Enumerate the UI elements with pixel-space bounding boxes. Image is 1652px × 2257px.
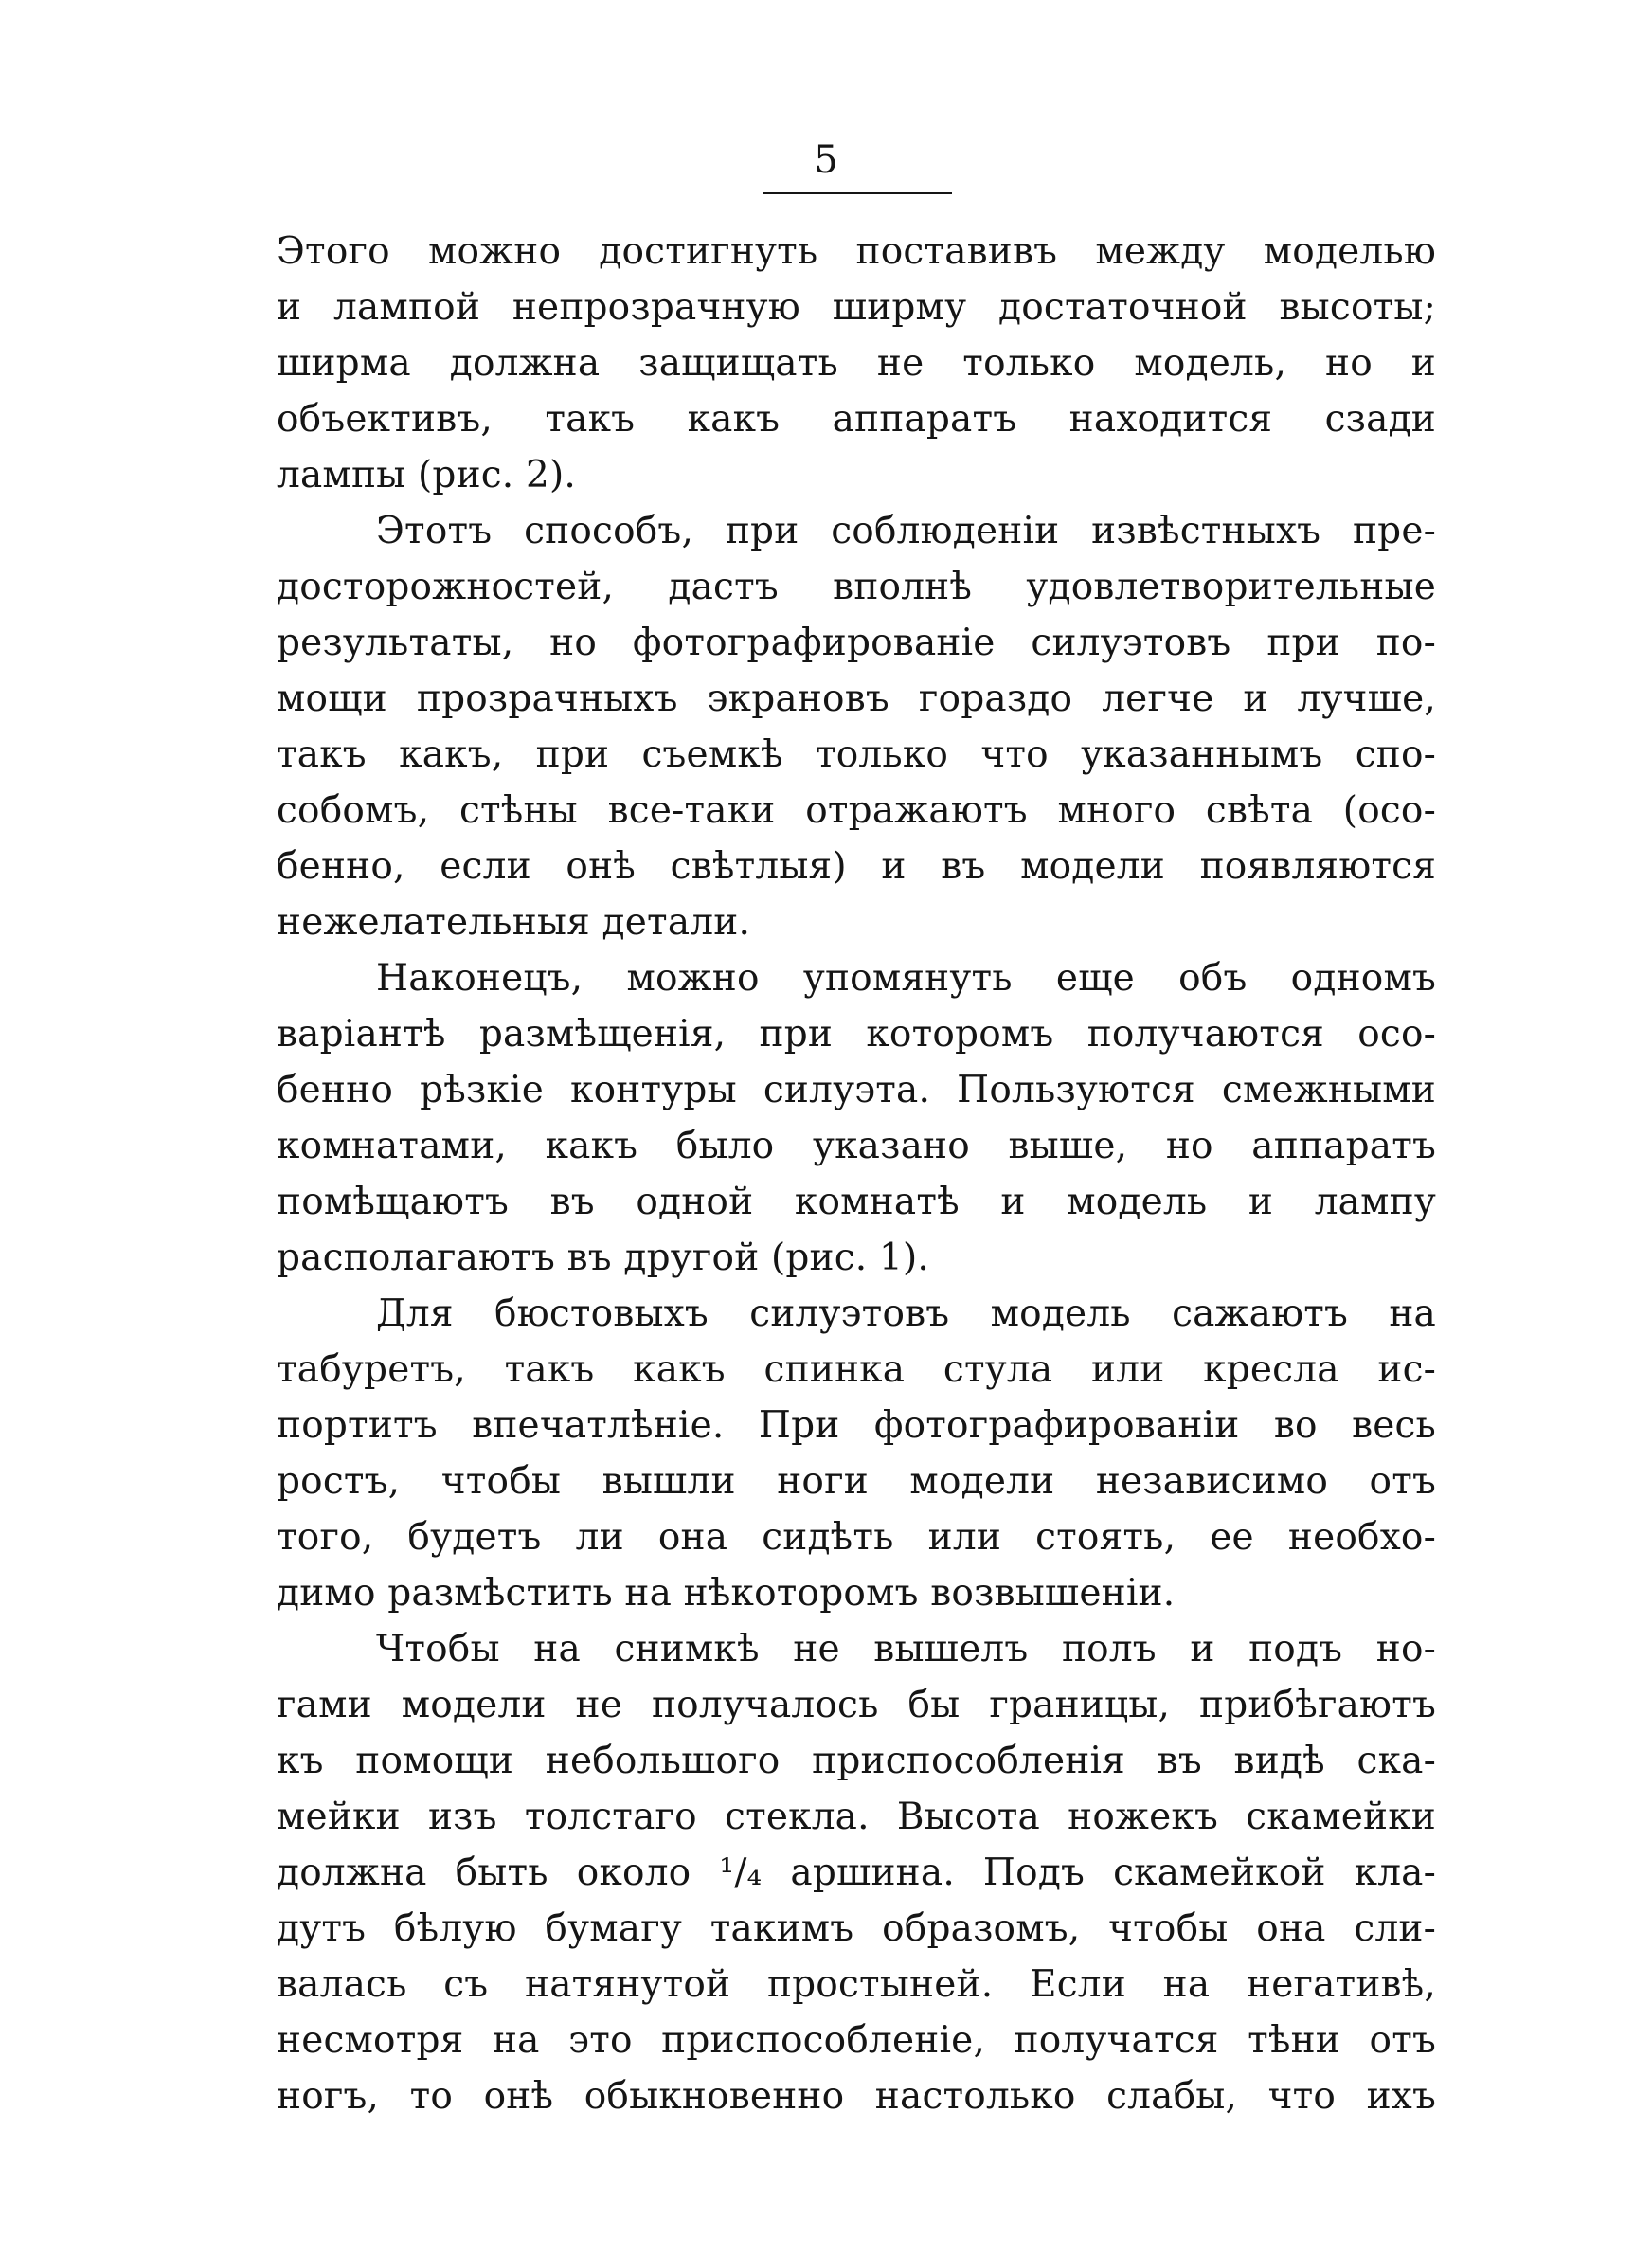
text-line: такъ какъ, при съемкѣ только что указаннымъ спо- <box>277 733 1436 776</box>
text-line: ростъ, чтобы вышли ноги модели независимо отъ <box>277 1460 1436 1503</box>
text-line: Чтобы на снимкѣ не вышелъ полъ и подъ но- <box>376 1628 1436 1670</box>
text-line: Этотъ способъ, при соблюденіи извѣстныхъ пре- <box>376 510 1436 552</box>
header-rule <box>763 192 952 194</box>
text-line: собомъ, стѣны все-таки отражаютъ много свѣта (осо- <box>277 789 1436 832</box>
text-line: табуретъ, такъ какъ спинка стула или кресла ис- <box>277 1348 1436 1391</box>
text-line: гами модели не получалось бы границы, прибѣгаютъ <box>277 1684 1436 1726</box>
text-line: портитъ впечатлѣніе. При фотографированіи во весь <box>277 1404 1436 1447</box>
text-line: того, будетъ ли она сидѣть или стоять, ее необхо- <box>277 1516 1436 1559</box>
text-line: къ помощи небольшого приспособленія въ видѣ ска- <box>277 1740 1436 1782</box>
text-line: димо размѣстить на нѣкоторомъ возвышеніи. <box>277 1572 1176 1615</box>
text-line: объективъ, такъ какъ аппаратъ находится сзади <box>277 398 1436 441</box>
text-line: лампы (рис. 2). <box>277 454 577 497</box>
text-line: ногъ, то онѣ обыкновенно настолько слабы, что ихъ <box>277 2075 1436 2118</box>
text-line: несмотря на это приспособленіе, получатся тѣни отъ <box>277 2019 1436 2062</box>
text-line: комнатами, какъ было указано выше, но аппаратъ <box>277 1125 1436 1167</box>
text-line: помѣщаютъ въ одной комнатѣ и модель и лампу <box>277 1181 1436 1223</box>
text-line: должна быть около ¹/₄ аршина. Подъ скамейкой кла- <box>277 1851 1436 1894</box>
text-line: мейки изъ толстаго стекла. Высота ножекъ скамейки <box>277 1796 1436 1838</box>
text-line: досторожностей, дастъ вполнѣ удовлетворительные <box>277 566 1436 608</box>
text-line: валась съ натянутой простыней. Если на негативѣ, <box>277 1963 1436 2006</box>
text-line: располагаютъ въ другой (рис. 1). <box>277 1237 930 1279</box>
text-line: ширма должна защищать не только модель, но и <box>277 342 1436 385</box>
text-line: Для бюстовыхъ силуэтовъ модель сажаютъ на <box>376 1292 1436 1335</box>
page-number: 5 <box>814 138 838 182</box>
text-line: результаты, но фотографированіе силуэтовъ при по- <box>277 622 1436 664</box>
text-line: дутъ бѣлую бумагу такимъ образомъ, чтобы она сли- <box>277 1907 1436 1950</box>
text-line: бенно рѣзкіе контуры силуэта. Пользуются смежными <box>277 1069 1436 1111</box>
text-line: мощи прозрачныхъ экрановъ гораздо легче и лучше, <box>277 677 1436 720</box>
text-line: и лампой непрозрачную ширму достаточной высоты; <box>277 286 1436 329</box>
text-line: нежелательныя детали. <box>277 901 751 944</box>
body-text <box>277 224 1436 2124</box>
text-line: Этого можно достигнуть поставивъ между моделью <box>277 230 1436 273</box>
text-line: варіантѣ размѣщенія, при которомъ получаются осо- <box>277 1013 1436 1056</box>
text-line: бенно, если онѣ свѣтлыя) и въ модели появляются <box>277 845 1436 888</box>
text-line: Наконецъ, можно упомянуть еще объ одномъ <box>376 957 1436 1000</box>
